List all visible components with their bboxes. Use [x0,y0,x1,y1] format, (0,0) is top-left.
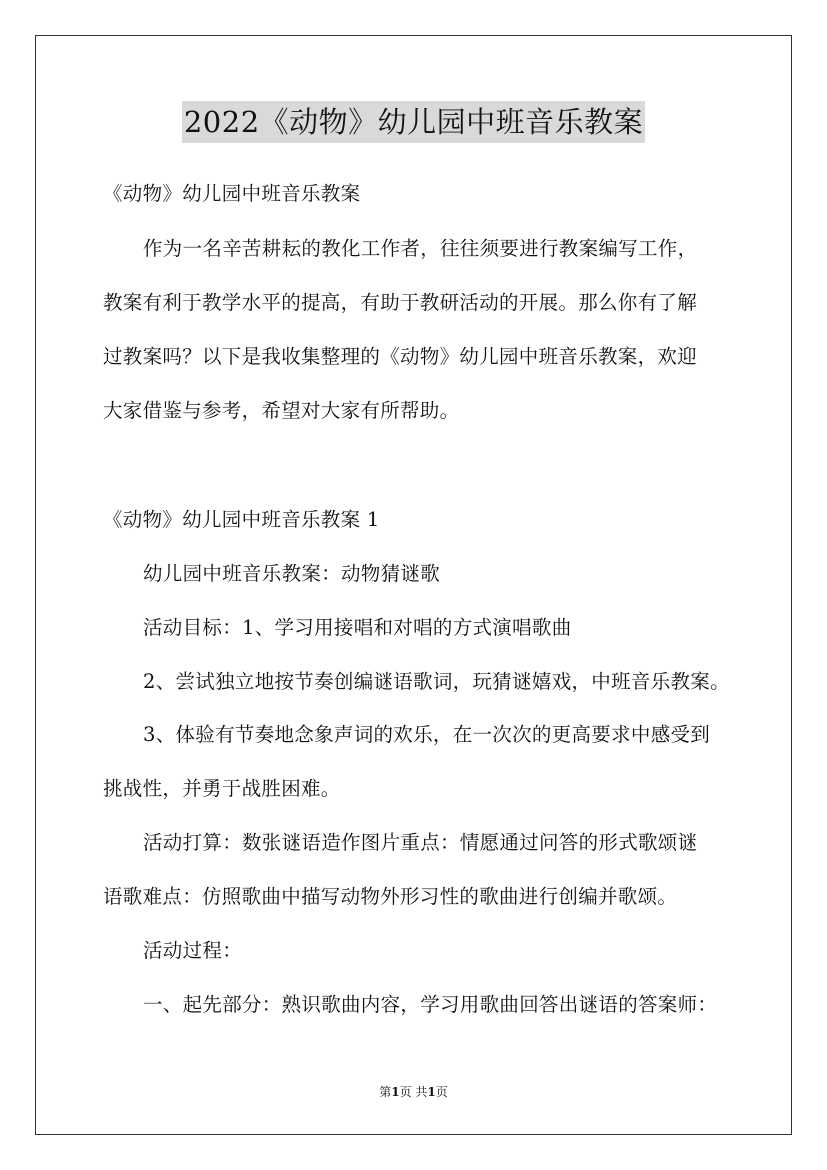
paragraph-line: 教案有利于教学水平的提高，有助于教研活动的开展。那么你有了解 [103,291,698,314]
document-title: 2022《动物》幼儿园中班音乐教案 [182,101,645,143]
paragraph-line: 3、体验有节奏地念象声词的欢乐，在一次次的更高要求中感受到 [143,723,711,746]
paragraph-line: 挑战性，并勇于战胜困难。 [103,777,341,800]
footer-page-prefix: 第 [379,1085,392,1099]
paragraph-line: 过教案吗？以下是我收集整理的《动物》幼儿园中班音乐教案，欢迎 [103,345,698,368]
paragraph-line: 一、起先部分：熟识歌曲内容，学习用歌曲回答出谜语的答案师： [143,993,718,1016]
page-footer [0,1083,827,1101]
title-wrap [0,101,827,143]
paragraph-line: 2、尝试独立地按节奏创编谜语歌词，玩猜谜嬉戏，中班音乐教案。 [143,670,730,693]
paragraph-line: 大家借鉴与参考，希望对大家有所帮助。 [103,399,460,422]
footer-page-mid: 页 共 [399,1085,428,1099]
paragraph-line: 活动打算：数张谜语造作图片重点：情愿通过问答的形式歌颂谜 [143,831,698,854]
footer-page-number: 1 [391,1085,400,1099]
section-heading: 《动物》幼儿园中班音乐教案 1 [103,508,380,531]
paragraph-line: 作为一名辛苦耕耘的教化工作者，往往须要进行教案编写工作， [143,237,698,260]
footer-page-total: 1 [427,1085,436,1099]
paragraph-line: 活动目标：1、学习用接唱和对唱的方式演唱歌曲 [143,616,572,639]
footer-page-suffix: 页 [435,1085,448,1099]
paragraph-line: 活动过程： [143,939,243,962]
paragraph-line: 幼儿园中班音乐教案：动物猜谜歌 [143,562,441,585]
subtitle-line: 《动物》幼儿园中班音乐教案 [103,182,361,205]
paragraph-line: 语歌难点：仿照歌曲中描写动物外形习性的歌曲进行创编并歌颂。 [103,885,678,908]
